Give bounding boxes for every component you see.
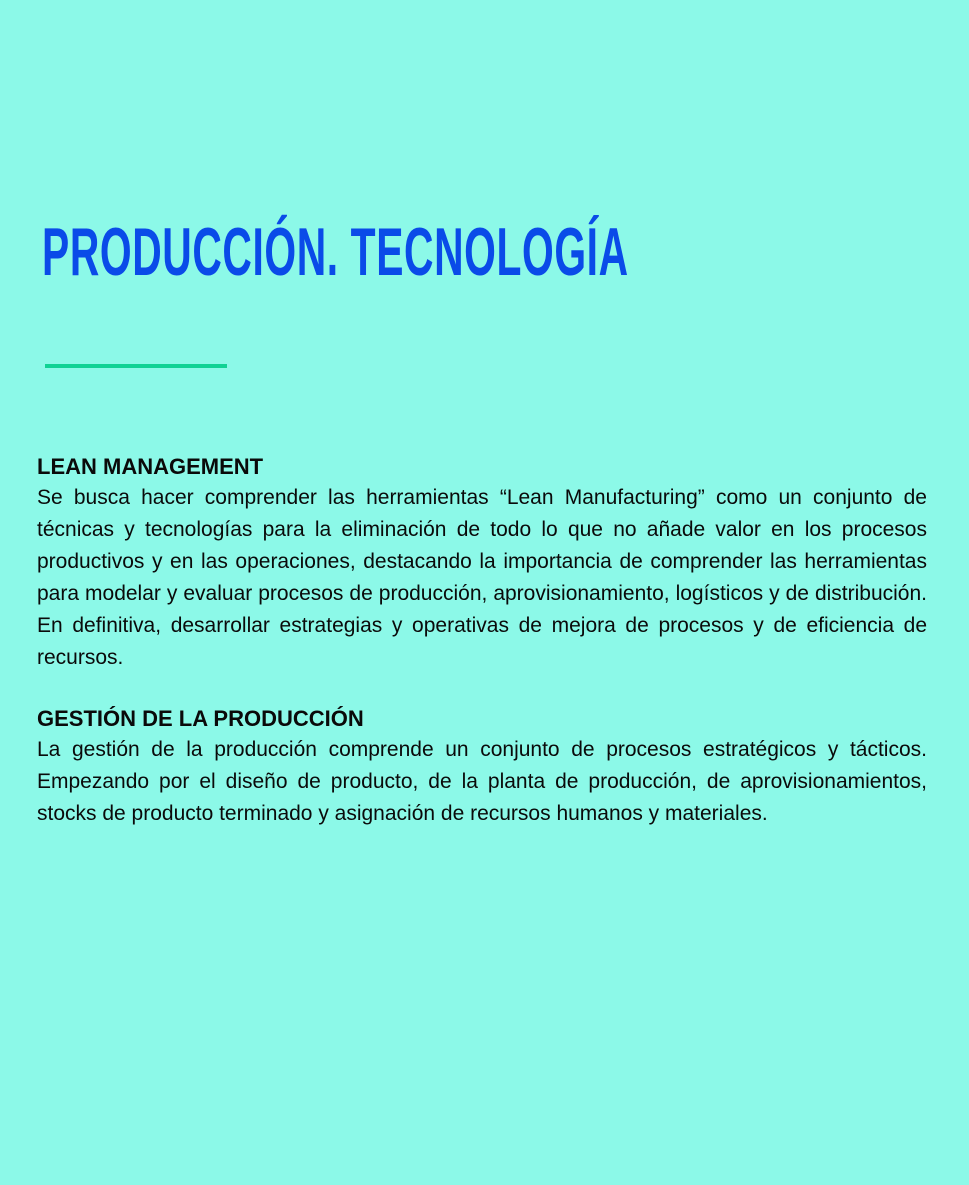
content bbox=[37, 452, 927, 860]
title-divider bbox=[45, 364, 227, 368]
section-body-gestion: La gestión de la producción comprende un conjunto de procesos estratégicos y tácticos. Empezando por el diseño de producto, de la planta de producción, de aprovisionamientos, stocks de producto terminado y asignación de recursos humanos y materiales. bbox=[37, 738, 927, 825]
section-heading-gestion: GESTIÓN DE LA PRODUCCIÓN bbox=[37, 706, 364, 731]
section-heading-lean: LEAN MANAGEMENT bbox=[37, 454, 264, 479]
section-body-lean: Se busca hacer comprender las herramientas “Lean Manufacturing” como un conjunto de técnicas y tecnologías para la eliminación de todo lo que no añade valor en los procesos productivos y en las operaciones, destacando la importancia de comprender las herramientas para modelar y evaluar procesos de producción, aprovisionamiento, logísticos y de distribución. En definitiva, desarrollar estrategias y operativas de mejora de procesos y de eficiencia de recursos. bbox=[37, 486, 927, 669]
page-title: PRODUCCIÓN. TECNOLOGÍA bbox=[42, 214, 629, 290]
